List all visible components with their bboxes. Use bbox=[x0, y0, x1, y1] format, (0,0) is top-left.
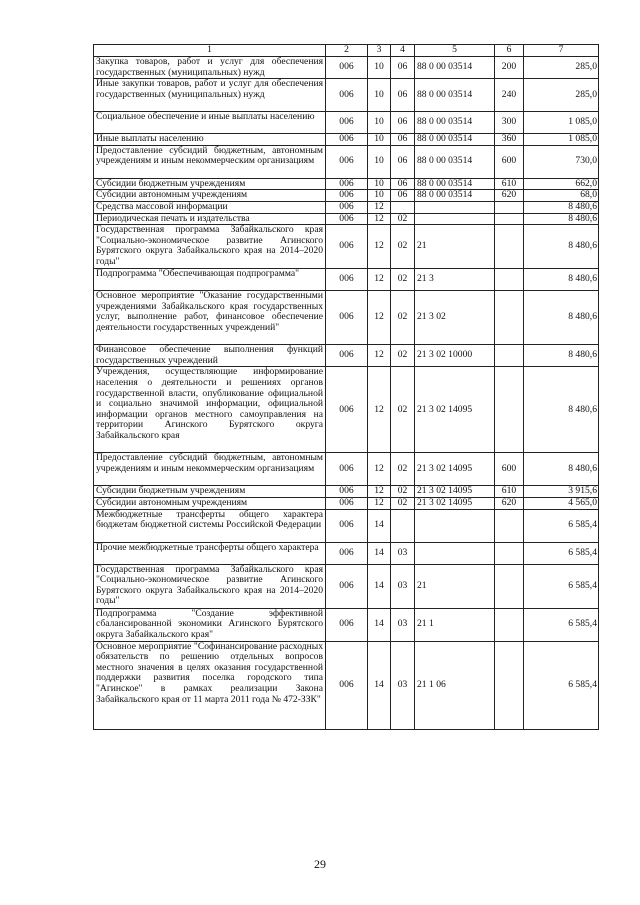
cell-expense-type: 360 bbox=[495, 134, 524, 146]
cell-name: Подпрограмма "Создание эффективной сбалансированной экономики Агинского Бурятского округа Забайкальского края" bbox=[94, 608, 326, 641]
table-row bbox=[94, 112, 599, 134]
cell-target-article: 21 bbox=[415, 225, 495, 269]
cell-name: Финансовое обеспечение выполнения функций государственных учреждений bbox=[94, 345, 326, 367]
cell-ved-code: 006 bbox=[326, 213, 368, 225]
cell-ved-code: 006 bbox=[326, 453, 368, 486]
cell-name: Субсидии автономным учреждениям bbox=[94, 190, 326, 202]
cell-section: 10 bbox=[368, 57, 391, 79]
cell-amount: 730,0 bbox=[524, 145, 599, 178]
cell-expense-type: 620 bbox=[495, 190, 524, 202]
cell-section: 12 bbox=[368, 213, 391, 225]
cell-amount: 662,0 bbox=[524, 178, 599, 190]
cell-expense-type bbox=[495, 213, 524, 225]
cell-subsection: 06 bbox=[391, 178, 415, 190]
cell-ved-code: 006 bbox=[326, 641, 368, 729]
cell-section: 12 bbox=[368, 453, 391, 486]
cell-amount: 285,0 bbox=[524, 57, 599, 79]
cell-section: 10 bbox=[368, 178, 391, 190]
cell-name: Подпрограмма "Обеспечивающая подпрограмма" bbox=[94, 269, 326, 291]
cell-name: Субсидии бюджетным учреждениям bbox=[94, 178, 326, 190]
cell-expense-type bbox=[495, 542, 524, 564]
cell-section: 12 bbox=[368, 201, 391, 213]
cell-ved-code: 006 bbox=[326, 134, 368, 146]
cell-ved-code: 006 bbox=[326, 497, 368, 509]
cell-amount: 8 480,6 bbox=[524, 201, 599, 213]
cell-target-article: 21 3 02 14095 bbox=[415, 453, 495, 486]
cell-subsection: 06 bbox=[391, 145, 415, 178]
cell-section: 14 bbox=[368, 509, 391, 542]
cell-section: 10 bbox=[368, 79, 391, 112]
cell-ved-code: 006 bbox=[326, 79, 368, 112]
cell-amount: 6 585,4 bbox=[524, 641, 599, 729]
cell-section: 12 bbox=[368, 269, 391, 291]
cell-amount: 8 480,6 bbox=[524, 367, 599, 453]
cell-target-article bbox=[415, 509, 495, 542]
column-number: 3 bbox=[368, 45, 391, 57]
cell-expense-type: 600 bbox=[495, 145, 524, 178]
cell-subsection: 03 bbox=[391, 564, 415, 608]
cell-ved-code: 006 bbox=[326, 486, 368, 498]
cell-section: 10 bbox=[368, 190, 391, 202]
cell-target-article: 88 0 00 03514 bbox=[415, 190, 495, 202]
cell-target-article: 21 bbox=[415, 564, 495, 608]
table-row bbox=[94, 509, 599, 542]
cell-section: 14 bbox=[368, 608, 391, 641]
table-row bbox=[94, 542, 599, 564]
cell-section: 12 bbox=[368, 291, 391, 345]
cell-subsection bbox=[391, 201, 415, 213]
cell-target-article: 21 3 02 10000 bbox=[415, 345, 495, 367]
cell-subsection: 03 bbox=[391, 608, 415, 641]
cell-amount: 8 480,6 bbox=[524, 225, 599, 269]
cell-ved-code: 006 bbox=[326, 178, 368, 190]
cell-amount: 8 480,6 bbox=[524, 213, 599, 225]
table-row bbox=[94, 178, 599, 190]
cell-amount: 1 085,0 bbox=[524, 134, 599, 146]
cell-target-article: 88 0 00 03514 bbox=[415, 145, 495, 178]
cell-name: Средства массовой информации bbox=[94, 201, 326, 213]
cell-subsection: 06 bbox=[391, 79, 415, 112]
cell-section: 14 bbox=[368, 564, 391, 608]
cell-target-article: 88 0 00 03514 bbox=[415, 57, 495, 79]
cell-target-article: 21 3 02 14095 bbox=[415, 367, 495, 453]
cell-expense-type bbox=[495, 509, 524, 542]
table-row bbox=[94, 213, 599, 225]
cell-name: Предоставление субсидий бюджетным, автономным учреждениям и иным некоммерческим организациям bbox=[94, 145, 326, 178]
cell-subsection: 02 bbox=[391, 486, 415, 498]
cell-ved-code: 006 bbox=[326, 190, 368, 202]
cell-name: Основное мероприятие "Оказание государственными учреждениями Забайкальского края государственных услуг, выполнение работ, финансовое обеспечение деятельности государственных учреждений" bbox=[94, 291, 326, 345]
table-row bbox=[94, 201, 599, 213]
cell-amount: 4 565,0 bbox=[524, 497, 599, 509]
cell-name: Основное мероприятие "Софинансирование расходных обязательств по решению отдельных вопросов местного значения в целях оказания государственной поддержки развития поселка городского типа "Агинское" в рамках реализации Закона Забайкальского края от 11 марта 2011 года № 472-ЗЗК" bbox=[94, 641, 326, 729]
cell-amount: 6 585,4 bbox=[524, 564, 599, 608]
cell-target-article: 88 0 00 03514 bbox=[415, 112, 495, 134]
page-number: 29 bbox=[314, 857, 326, 871]
cell-expense-type: 600 bbox=[495, 453, 524, 486]
cell-section: 12 bbox=[368, 497, 391, 509]
cell-amount: 6 585,4 bbox=[524, 509, 599, 542]
cell-section: 12 bbox=[368, 367, 391, 453]
cell-ved-code: 006 bbox=[326, 509, 368, 542]
cell-ved-code: 006 bbox=[326, 201, 368, 213]
cell-name: Закупка товаров, работ и услуг для обеспечения государственных (муниципальных) нужд bbox=[94, 57, 326, 79]
cell-amount: 68,0 bbox=[524, 190, 599, 202]
column-number: 7 bbox=[524, 45, 599, 57]
table-row bbox=[94, 57, 599, 79]
cell-section: 10 bbox=[368, 145, 391, 178]
table-row bbox=[94, 79, 599, 112]
cell-name: Периодическая печать и издательства bbox=[94, 213, 326, 225]
cell-ved-code: 006 bbox=[326, 542, 368, 564]
cell-ved-code: 006 bbox=[326, 291, 368, 345]
table-row bbox=[94, 497, 599, 509]
cell-target-article: 88 0 00 03514 bbox=[415, 79, 495, 112]
cell-subsection: 02 bbox=[391, 453, 415, 486]
cell-section: 12 bbox=[368, 225, 391, 269]
cell-amount: 6 585,4 bbox=[524, 542, 599, 564]
cell-target-article: 21 1 bbox=[415, 608, 495, 641]
cell-ved-code: 006 bbox=[326, 145, 368, 178]
budget-table bbox=[93, 44, 599, 730]
cell-target-article: 21 3 02 14095 bbox=[415, 497, 495, 509]
cell-name: Иные закупки товаров, работ и услуг для обеспечения государственных (муниципальных) нужд bbox=[94, 79, 326, 112]
table-row bbox=[94, 134, 599, 146]
cell-ved-code: 006 bbox=[326, 57, 368, 79]
table-row bbox=[94, 486, 599, 498]
cell-name: Иные выплаты населению bbox=[94, 134, 326, 146]
cell-subsection: 02 bbox=[391, 213, 415, 225]
cell-target-article bbox=[415, 542, 495, 564]
cell-expense-type bbox=[495, 641, 524, 729]
cell-expense-type: 240 bbox=[495, 79, 524, 112]
cell-subsection: 06 bbox=[391, 190, 415, 202]
cell-target-article: 21 3 02 14095 bbox=[415, 486, 495, 498]
column-number: 4 bbox=[391, 45, 415, 57]
cell-target-article bbox=[415, 213, 495, 225]
table-row bbox=[94, 145, 599, 178]
cell-subsection: 02 bbox=[391, 291, 415, 345]
cell-expense-type: 620 bbox=[495, 497, 524, 509]
cell-amount: 1 085,0 bbox=[524, 112, 599, 134]
cell-target-article: 21 1 06 bbox=[415, 641, 495, 729]
cell-ved-code: 006 bbox=[326, 112, 368, 134]
cell-ved-code: 006 bbox=[326, 367, 368, 453]
cell-name: Государственная программа Забайкальского края "Социально-экономическое развитие Агинского Бурятского округа Забайкальского края на 2014–2020 годы" bbox=[94, 564, 326, 608]
cell-target-article: 88 0 00 03514 bbox=[415, 134, 495, 146]
cell-section: 12 bbox=[368, 486, 391, 498]
cell-section: 10 bbox=[368, 134, 391, 146]
table-row bbox=[94, 225, 599, 269]
cell-amount: 8 480,6 bbox=[524, 345, 599, 367]
cell-target-article: 21 3 02 bbox=[415, 291, 495, 345]
table-row bbox=[94, 291, 599, 345]
table-row bbox=[94, 564, 599, 608]
cell-ved-code: 006 bbox=[326, 269, 368, 291]
table-body bbox=[94, 45, 599, 730]
cell-name: Учреждения, осуществляющие информирование населения о деятельности и решениях органов государственной власти, опубликование официальной и социально значимой информации, официальной информации органов местного самоуправления на территории Агинского Бурятского округа Забайкальского края bbox=[94, 367, 326, 453]
cell-name: Социальное обеспечение и иные выплаты населению bbox=[94, 112, 326, 134]
cell-section: 10 bbox=[368, 112, 391, 134]
cell-expense-type bbox=[495, 367, 524, 453]
cell-subsection: 02 bbox=[391, 497, 415, 509]
table-row bbox=[94, 367, 599, 453]
column-number: 5 bbox=[415, 45, 495, 57]
cell-expense-type bbox=[495, 564, 524, 608]
table-row bbox=[94, 641, 599, 729]
cell-target-article bbox=[415, 201, 495, 213]
cell-amount: 8 480,6 bbox=[524, 291, 599, 345]
cell-name: Субсидии бюджетным учреждениям bbox=[94, 486, 326, 498]
column-number: 2 bbox=[326, 45, 368, 57]
column-number: 1 bbox=[94, 45, 326, 57]
column-number-row bbox=[94, 45, 599, 57]
cell-amount: 3 915,6 bbox=[524, 486, 599, 498]
cell-expense-type: 610 bbox=[495, 178, 524, 190]
cell-subsection: 06 bbox=[391, 112, 415, 134]
cell-expense-type bbox=[495, 345, 524, 367]
table-row bbox=[94, 608, 599, 641]
table-row bbox=[94, 345, 599, 367]
cell-expense-type: 300 bbox=[495, 112, 524, 134]
table-row bbox=[94, 269, 599, 291]
cell-amount: 285,0 bbox=[524, 79, 599, 112]
cell-amount: 6 585,4 bbox=[524, 608, 599, 641]
cell-subsection: 06 bbox=[391, 134, 415, 146]
cell-subsection: 02 bbox=[391, 225, 415, 269]
cell-expense-type bbox=[495, 291, 524, 345]
cell-subsection: 03 bbox=[391, 542, 415, 564]
cell-ved-code: 006 bbox=[326, 225, 368, 269]
cell-expense-type bbox=[495, 269, 524, 291]
cell-name: Межбюджетные трансферты общего характера бюджетам бюджетной системы Российской Федерации bbox=[94, 509, 326, 542]
cell-name: Прочие межбюджетные трансферты общего характера bbox=[94, 542, 326, 564]
cell-amount: 8 480,6 bbox=[524, 453, 599, 486]
cell-section: 14 bbox=[368, 542, 391, 564]
cell-expense-type bbox=[495, 201, 524, 213]
cell-expense-type bbox=[495, 608, 524, 641]
cell-ved-code: 006 bbox=[326, 608, 368, 641]
cell-amount: 8 480,6 bbox=[524, 269, 599, 291]
cell-ved-code: 006 bbox=[326, 345, 368, 367]
cell-expense-type bbox=[495, 225, 524, 269]
cell-subsection bbox=[391, 509, 415, 542]
cell-name: Субсидии автономным учреждениям bbox=[94, 497, 326, 509]
table-row bbox=[94, 453, 599, 486]
cell-target-article: 88 0 00 03514 bbox=[415, 178, 495, 190]
cell-subsection: 06 bbox=[391, 57, 415, 79]
cell-subsection: 02 bbox=[391, 367, 415, 453]
cell-name: Предоставление субсидий бюджетным, автономным учреждениям и иным некоммерческим организациям bbox=[94, 453, 326, 486]
cell-ved-code: 006 bbox=[326, 564, 368, 608]
table-row bbox=[94, 190, 599, 202]
cell-subsection: 02 bbox=[391, 345, 415, 367]
cell-expense-type: 200 bbox=[495, 57, 524, 79]
cell-expense-type: 610 bbox=[495, 486, 524, 498]
cell-name: Государственная программа Забайкальского края "Социально-экономическое развитие Агинского Бурятского округа Забайкальского края на 2014–2020 годы" bbox=[94, 225, 326, 269]
cell-section: 12 bbox=[368, 345, 391, 367]
cell-subsection: 02 bbox=[391, 269, 415, 291]
cell-subsection: 03 bbox=[391, 641, 415, 729]
cell-target-article: 21 3 bbox=[415, 269, 495, 291]
column-number: 6 bbox=[495, 45, 524, 57]
cell-section: 14 bbox=[368, 641, 391, 729]
